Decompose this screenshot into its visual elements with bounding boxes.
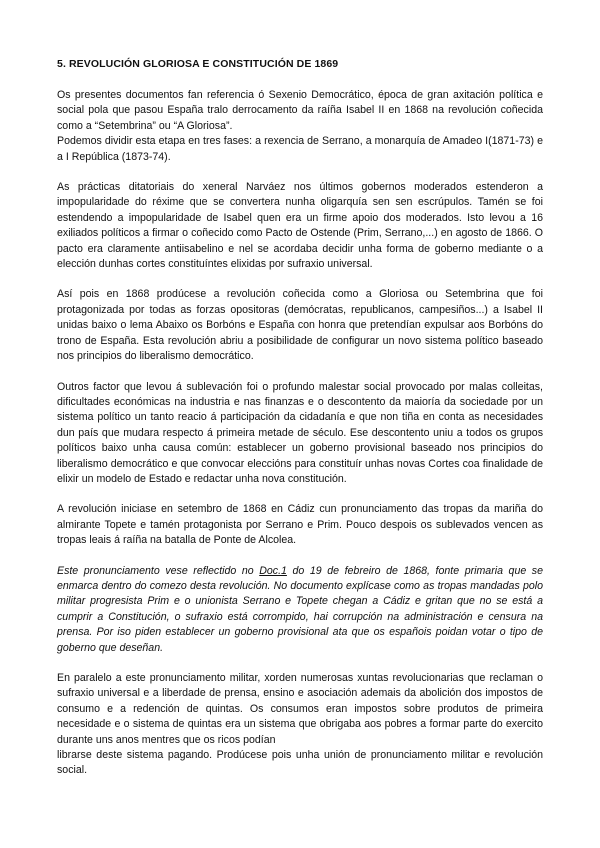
- paragraph-narvaez: As prácticas ditatoriais do xeneral Narváez nos últimos gobernos moderados estenderon a impopularidade do réxime que se convertera nunha oligarquía sen sen escrúpulos. Tamén se foi estendendo a impopularidade de Isabel quen era un firme apoio dos moderados. Isto levou a 16 exiliados políticos a firmar o coñecido como Pacto de Ostende (Prim, Serrano,...) en agosto de 1866. O pacto era claramente antiisabelino e nel se acordaba decidir unha forma de goberno mediante o a elección dunhas cortes constituíntes elixidas por sufraxio universal.: [57, 181, 543, 271]
- paragraph-juntas: [57, 671, 543, 779]
- doc1-text-before: Este pronunciamento vese reflectido no: [57, 564, 260, 577]
- paragraph-intro: [57, 88, 543, 165]
- intro-text: Os presentes documentos fan referencia ó Sexenio Democrático, época de gran axitación política e social pola que pasou España tralo derrocamento da raíña Isabel II en 1868 na revolución coñecida como a “Setembrina” ou “A Gloriosa”.: [57, 89, 543, 132]
- doc1-reference: Doc.1: [259, 564, 287, 577]
- paragraph-doc1: [57, 564, 543, 656]
- paragraph-cadiz: A revolución iniciase en setembro de 1868 en Cádiz cun pronunciamento das tropas da mariña do almirante Topete e tamén protagonista por Serrano e Prim. Pouco despois os sublevados vencen as tropas leais á raíña na batalla de Ponte de Alcolea.: [57, 503, 543, 547]
- juntas-conclusion-text: librarse deste sistema pagando. Prodúcese pois unha unión de pronunciamento militar e revolución social.: [57, 749, 543, 777]
- section-title: 5. REVOLUCIÓN GLORIOSA E CONSTITUCIÓN DE 1869: [57, 58, 339, 70]
- paragraph-social-malaise: Outros factor que levou á sublevación foi o profundo malestar social provocado por malas colleitas, dificultades económicas na industria e nas finanzas e o descontento da maioría da sociedade por un sistema político un tanto reacio á participación da cidadanía e que non tiña en conta as necesidades dun país que mudara respecto á primeira metade de século. Ese descontento uniu a todos os grupos políticos baixo unha causa común: establecer un goberno provisional baseado nos principios do liberalismo democrático e que convocar eleccións para constituír unhas novas Cortes coa finalidade de elixir un modelo de Estado e redactar unha nova constitución.: [57, 380, 543, 485]
- intro-phases-text: Podemos dividir esta etapa en tres fases: a rexencia de Serrano, a monarquía de Amadeo I(1871-73) e a I República (1873-74).: [57, 135, 543, 163]
- doc1-text-after: do 19 de febreiro de 1868, fonte primaria que se enmarca dentro do comezo desta revolución. No documento explícase como as tropas mandadas polo militar progresista Prim e o unionista Serrano e Topete chegan a Cádiz e gritan que no se está a cumprir a Constitución, o sufraxio está corrompido, hai corrupción na administración e censura na prensa. Por iso piden establecer un goberno provisional ata que os españois poidan votar o tipo de goberno que deseñan.: [57, 564, 543, 654]
- paragraph-gloriosa: Así pois en 1868 prodúcese a revolución coñecida como a Gloriosa ou Setembrina que foi protagonizada por todas as forzas opositoras (demócratas, republicanos, campesiños...) a Isabel II unidas baixo o lema Abaixo os Borbóns e España con honra que pretendían expulsar aos Borbóns do trono de España. Esta revolución abriu a posibilidade de configurar un novo sistema político baseado nos principios do liberalismo democrático.: [57, 288, 543, 363]
- juntas-text: En paralelo a este pronunciamento militar, xorden numerosas xuntas revolucionarias que reclaman o sufraxio universal e a liberdade de prensa, ensino e asociación ademais da abolición dos impostos de consumo e a redención de quintas. Os consumos eran impostos sobre produtos de primeira necesidade e o sistema de quintas era un sistema que obrigaba aos pobres a formar parte do exercito durante uns anos mentres que os ricos podían: [57, 672, 543, 746]
